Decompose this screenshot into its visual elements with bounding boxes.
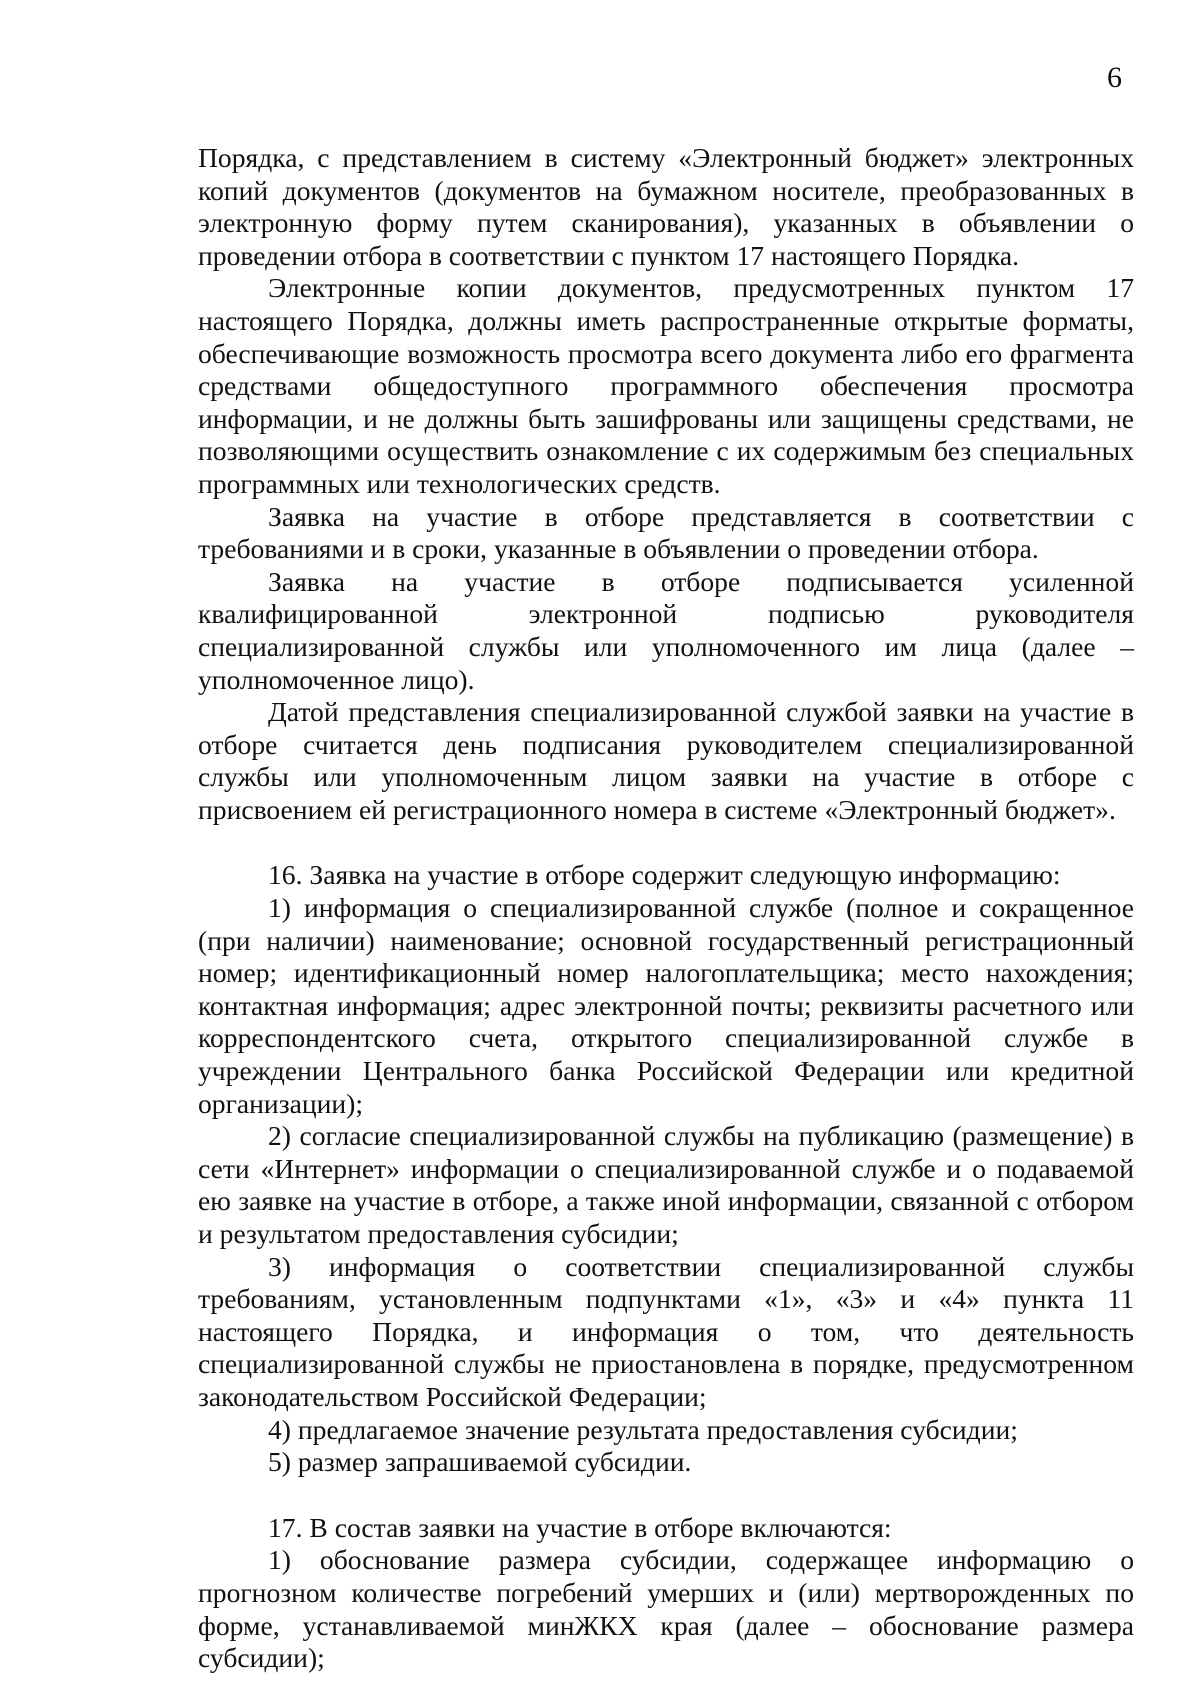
paragraph-application-terms: Заявка на участие в отборе представляется в соответствии с требованиями и в сроки, указанные в объявлении о проведении отбора. bbox=[198, 500, 1134, 565]
document-body bbox=[198, 142, 1134, 1675]
section-16-heading: 16. Заявка на участие в отборе содержит следующую информацию: bbox=[268, 859, 1061, 891]
paragraph-electronic-copies: Электронные копии документов, предусмотренных пунктом 17 настоящего Порядка, должны иметь распространенные открытые форматы, обеспечивающие возможность просмотра всего документа либо его фрагмента средствами общедоступного программного обеспечения просмотра информации, и не должны быть зашифрованы или защищены средствами, не позволяющими осуществить ознакомление с их содержимым без специальных программных или технологических средств. bbox=[198, 272, 1134, 499]
paragraph-application-signature: Заявка на участие в отборе подписывается усиленной квалифицированной электронной подписью руководителя специализированной службы или уполномоченного им лица (далее – уполномоченное лицо). bbox=[198, 565, 1134, 695]
page-number: 6 bbox=[1107, 61, 1122, 94]
section-16-item-3: 3) информация о соответствии специализированной службы требованиям, установленным подпунктами «1», «3» и «4» пункта 11 настоящего Порядка, и информация о том, что деятельность специализированной службы не приостановлена в порядке, предусмотренном законодательством Российской Федерации; bbox=[198, 1250, 1134, 1412]
section-17-item-1: 1) обоснование размера субсидии, содержащее информацию о прогнозном количестве погребений умерших и (или) мертворожденных по форме, устанавливаемой минЖКХ края (далее – обоснование размера субсидии); bbox=[198, 1544, 1134, 1674]
section-17-heading: 17. В состав заявки на участие в отборе включаются: bbox=[268, 1511, 892, 1543]
section-16-item-1: 1) информация о специализированной службе (полное и сокращенное (при наличии) наименование; основной государственный регистрационный номер; идентификационный номер налогоплательщика; место нахождения; контактная информация; адрес электронной почты; реквизиты расчетного или корреспондентского счета, открытого специализированной службе в учреждении Центрального банка Российской Федерации или кредитной организации); bbox=[198, 892, 1134, 1119]
section-16-item-5: 5) размер запрашиваемой субсидии. bbox=[268, 1446, 692, 1478]
section-16-item-4: 4) предлагаемое значение результата предоставления субсидии; bbox=[268, 1413, 1018, 1445]
section-16-item-2: 2) согласие специализированной службы на публикацию (размещение) в сети «Интернет» информации о специализированной службе и о подаваемой ею заявке на участие в отборе, а также иной информации, связанной с отбором и результатом предоставления субсидии; bbox=[198, 1120, 1134, 1249]
paragraph-submission-date: Датой представления специализированной службой заявки на участие в отборе считается день подписания руководителем специализированной службы или уполномоченным лицом заявки на участие в отборе с присвоением ей регистрационного номера в системе «Электронный бюджет». bbox=[198, 696, 1134, 825]
paragraph-continuation: Порядка, с представлением в систему «Электронный бюджет» электронных копий документов (документов на бумажном носителе, преобразованных в электронную форму путем сканирования), указанных в объявлении о проведении отбора в соответствии с пунктом 17 настоящего Порядка. bbox=[198, 142, 1134, 271]
